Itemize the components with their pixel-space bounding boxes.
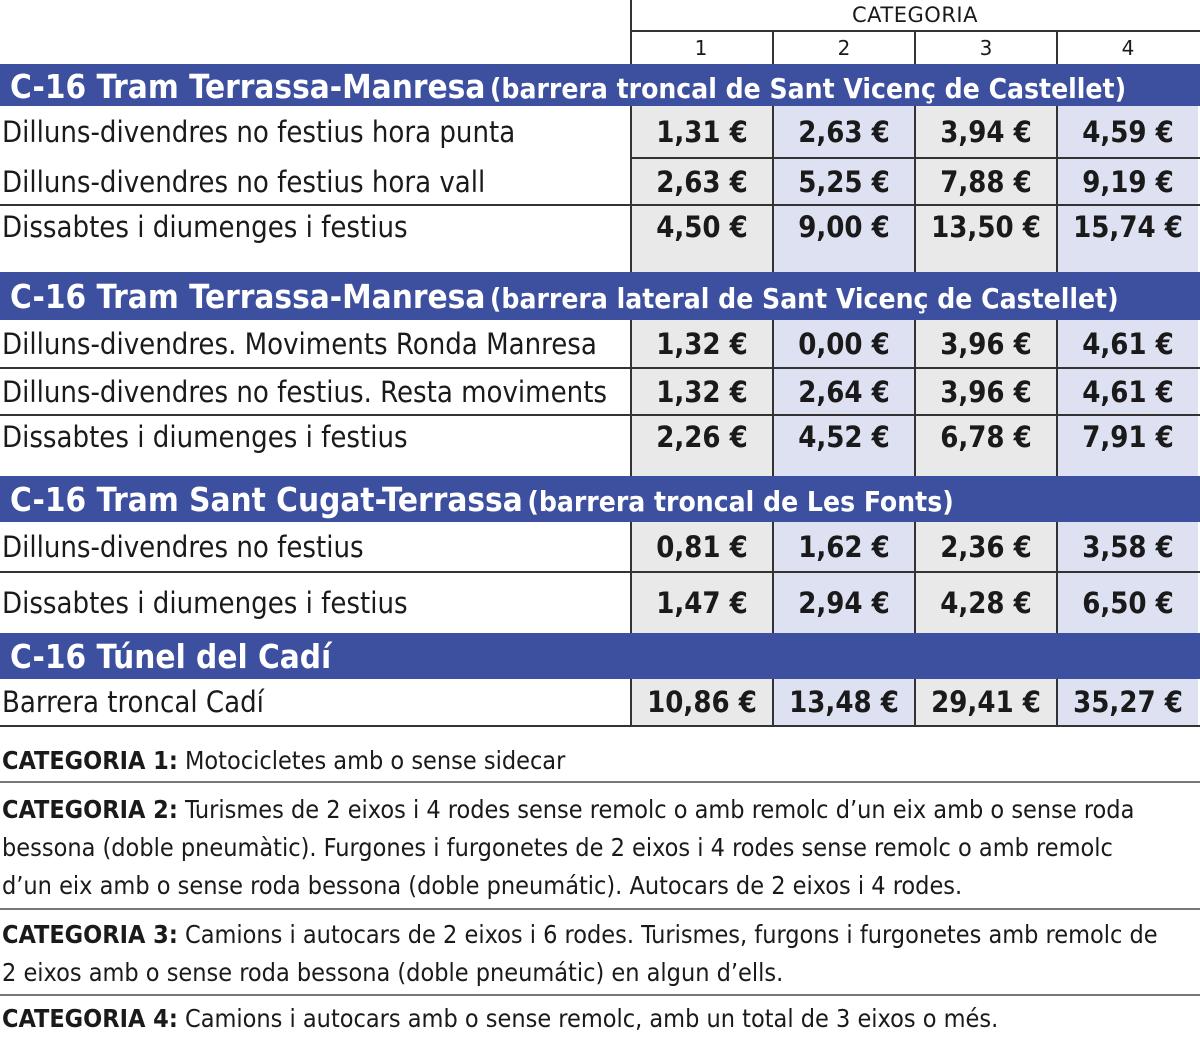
section-band-sant-cugat-terrassa bbox=[0, 476, 1200, 522]
price-cell: 10,86 € bbox=[630, 679, 772, 725]
legend-key: CATEGORIA 2: bbox=[2, 795, 178, 824]
price-cell: 9,00 € bbox=[772, 206, 914, 272]
price-cell: 3,58 € bbox=[1056, 522, 1198, 572]
price-cell: 7,88 € bbox=[914, 159, 1056, 205]
legend-key: CATEGORIA 1: bbox=[2, 746, 178, 775]
table-bottom-border bbox=[0, 725, 1200, 727]
row-label: Dissabtes i diumenges i festius bbox=[2, 210, 408, 244]
row-label: Dilluns-divendres no festius hora punta bbox=[2, 115, 516, 149]
price-cell: 4,61 € bbox=[1056, 369, 1198, 415]
price-cell: 4,50 € bbox=[630, 206, 772, 272]
row-label: Dilluns-divendres no festius. Resta moviments bbox=[2, 375, 608, 409]
table-row bbox=[0, 206, 1200, 272]
price-cell: 6,50 € bbox=[1056, 573, 1198, 633]
legend-line: d’un eix amb o sense roda bessona (doble pneumátic). Autocars de 2 eixos i 4 rodes. bbox=[2, 871, 963, 900]
table-row bbox=[0, 159, 1200, 205]
legend-divider bbox=[0, 994, 1200, 996]
section-band-terrassa-manresa-troncal bbox=[0, 64, 1200, 106]
table-row bbox=[0, 320, 1200, 368]
section-title: C-16 Tram Sant Cugat-Terrassa bbox=[10, 480, 523, 519]
legend-line bbox=[2, 916, 1200, 954]
section-band-terrassa-manresa-lateral bbox=[0, 272, 1200, 320]
legend-divider bbox=[0, 781, 1200, 783]
row-label: Dilluns-divendres no festius bbox=[2, 530, 364, 564]
price-cell: 15,74 € bbox=[1056, 206, 1198, 272]
category-4-header: 4 bbox=[1056, 32, 1198, 64]
row-label: Dilluns-divendres. Moviments Ronda Manresa bbox=[2, 327, 597, 361]
legend-category-1 bbox=[0, 742, 1200, 780]
table-row bbox=[0, 416, 1200, 476]
price-cell: 3,96 € bbox=[914, 320, 1056, 368]
section-title: C-16 Tram Terrassa-Manresa bbox=[10, 277, 486, 316]
section-title: C-16 Túnel del Cadí bbox=[10, 637, 332, 676]
price-cell: 13,50 € bbox=[914, 206, 1056, 272]
category-3-header: 3 bbox=[914, 32, 1056, 64]
table-row bbox=[0, 106, 1200, 158]
legend-line: bessona (doble pneumàtic). Furgones i furgonetes de 2 eixos i 4 rodes sense remolc o amb remolc bbox=[2, 833, 1113, 862]
legend-line: 2 eixos amb o sense roda bessona (doble pneumátic) en algun d’ells. bbox=[2, 958, 784, 987]
row-label: Dissabtes i diumenges i festius bbox=[2, 420, 408, 454]
price-cell: 4,61 € bbox=[1056, 320, 1198, 368]
legend-line bbox=[2, 791, 1200, 829]
table-row bbox=[0, 522, 1200, 572]
legend-text: Turismes de 2 eixos i 4 rodes sense remolc o amb remolc d’un eix amb o sense roda bbox=[184, 795, 1135, 824]
price-cell: 29,41 € bbox=[914, 679, 1056, 725]
legend-category-3 bbox=[0, 916, 1200, 992]
price-cell: 3,94 € bbox=[914, 106, 1056, 158]
legend-category-4 bbox=[0, 1000, 1200, 1038]
price-cell: 1,62 € bbox=[772, 522, 914, 572]
category-title: CATEGORIA bbox=[852, 3, 978, 27]
price-cell: 1,47 € bbox=[630, 573, 772, 633]
price-cell: 5,25 € bbox=[772, 159, 914, 205]
table-row bbox=[0, 679, 1200, 725]
price-cell: 1,32 € bbox=[630, 369, 772, 415]
price-cell: 4,52 € bbox=[772, 416, 914, 476]
price-cell: 2,63 € bbox=[772, 106, 914, 158]
price-cell: 4,59 € bbox=[1056, 106, 1198, 158]
price-cell: 1,32 € bbox=[630, 320, 772, 368]
price-cell: 4,28 € bbox=[914, 573, 1056, 633]
category-2-header: 2 bbox=[772, 32, 914, 64]
table-row bbox=[0, 369, 1200, 415]
section-subtitle: (barrera troncal de Les Fonts) bbox=[527, 485, 954, 518]
row-label: Dilluns-divendres no festius hora vall bbox=[2, 165, 486, 199]
legend-category-2 bbox=[0, 791, 1200, 905]
legend-text: Motocicletes amb o sense sidecar bbox=[184, 746, 566, 775]
table-row bbox=[0, 573, 1200, 633]
legend-key: CATEGORIA 4: bbox=[2, 1004, 178, 1033]
row-label: Barrera troncal Cadí bbox=[2, 685, 264, 719]
price-cell: 7,91 € bbox=[1056, 416, 1198, 476]
section-band-tunel-cadi bbox=[0, 633, 1200, 679]
price-cell: 2,36 € bbox=[914, 522, 1056, 572]
category-numbers bbox=[630, 32, 1200, 64]
row-label: Dissabtes i diumenges i festius bbox=[2, 586, 408, 620]
legend-key: CATEGORIA 3: bbox=[2, 920, 178, 949]
legend-text: Camions i autocars amb o sense remolc, amb un total de 3 eixos o més. bbox=[184, 1004, 999, 1033]
category-1-header: 1 bbox=[694, 36, 708, 60]
category-header bbox=[630, 0, 1200, 64]
price-cell: 2,94 € bbox=[772, 573, 914, 633]
price-cell: 9,19 € bbox=[1056, 159, 1198, 205]
price-cell: 1,31 € bbox=[630, 106, 772, 158]
section-subtitle: (barrera troncal de Sant Vicenç de Castellet) bbox=[489, 72, 1127, 105]
price-cell: 13,48 € bbox=[772, 679, 914, 725]
section-subtitle: (barrera lateral de Sant Vicenç de Castellet) bbox=[489, 282, 1119, 315]
price-cell: 6,78 € bbox=[914, 416, 1056, 476]
price-cell: 2,26 € bbox=[630, 416, 772, 476]
price-cell: 2,63 € bbox=[630, 159, 772, 205]
section-title: C-16 Tram Terrassa-Manresa bbox=[10, 67, 486, 106]
price-cell: 2,64 € bbox=[772, 369, 914, 415]
price-cell: 3,96 € bbox=[914, 369, 1056, 415]
legend-divider bbox=[0, 908, 1200, 910]
price-cell: 0,00 € bbox=[772, 320, 914, 368]
price-cell: 35,27 € bbox=[1056, 679, 1198, 725]
legend-text: Camions i autocars de 2 eixos i 6 rodes. Turismes, furgons i furgonetes amb remolc de bbox=[184, 920, 1158, 949]
price-cell: 0,81 € bbox=[630, 522, 772, 572]
